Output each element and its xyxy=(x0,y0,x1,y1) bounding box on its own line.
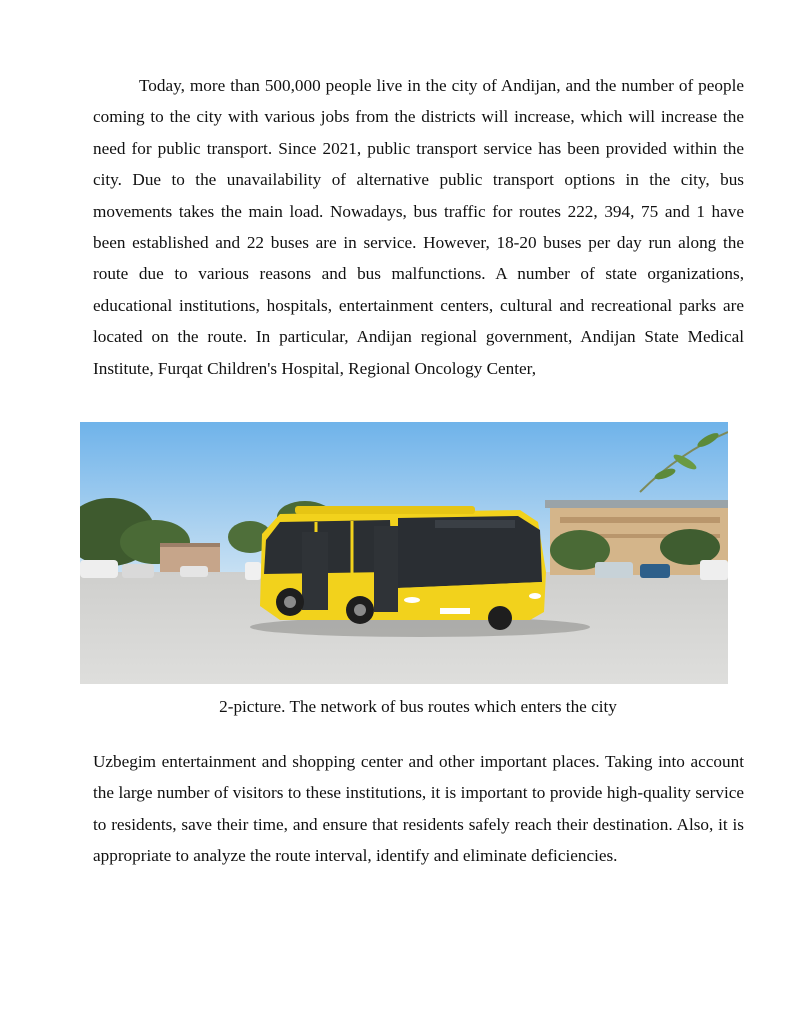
paragraph-intro: Today, more than 500,000 people live in the city of Andijan, and the number of people coming to the city with various jobs from the districts will increase, which will increase the need for public transport. Since 2021, public transport service has been provided within the city. Due to the unavailability of alternative public transport options in the city, bus movements takes the main load. Nowadays, bus traffic for routes 222, 394, 75 and 1 have been established and 22 buses are in service. However, 18-20 buses per day run along the route due to various reasons and bus malfunctions. A number of state organizations, educational institutions, hospitals, entertainment centers, cultural and recreational parks are located on the route. In particular, Andijan regional government, Andijan State Medical Institute, Furqat Children's Hospital, Regional Oncology Center, xyxy=(93,76,744,378)
figure-caption: 2-picture. The network of bus routes which enters the city xyxy=(219,697,617,716)
bus-photo xyxy=(80,422,728,684)
paragraph-continuation: Uzbegim entertainment and shopping center and other important places. Taking into account the large number of visitors to these institutions, it is important to provide high-quality service to residents, save their time, and ensure that residents safely reach their destination. Also, it is appropriate to analyze the route interval, identify and eliminate deficiencies. xyxy=(93,752,744,866)
